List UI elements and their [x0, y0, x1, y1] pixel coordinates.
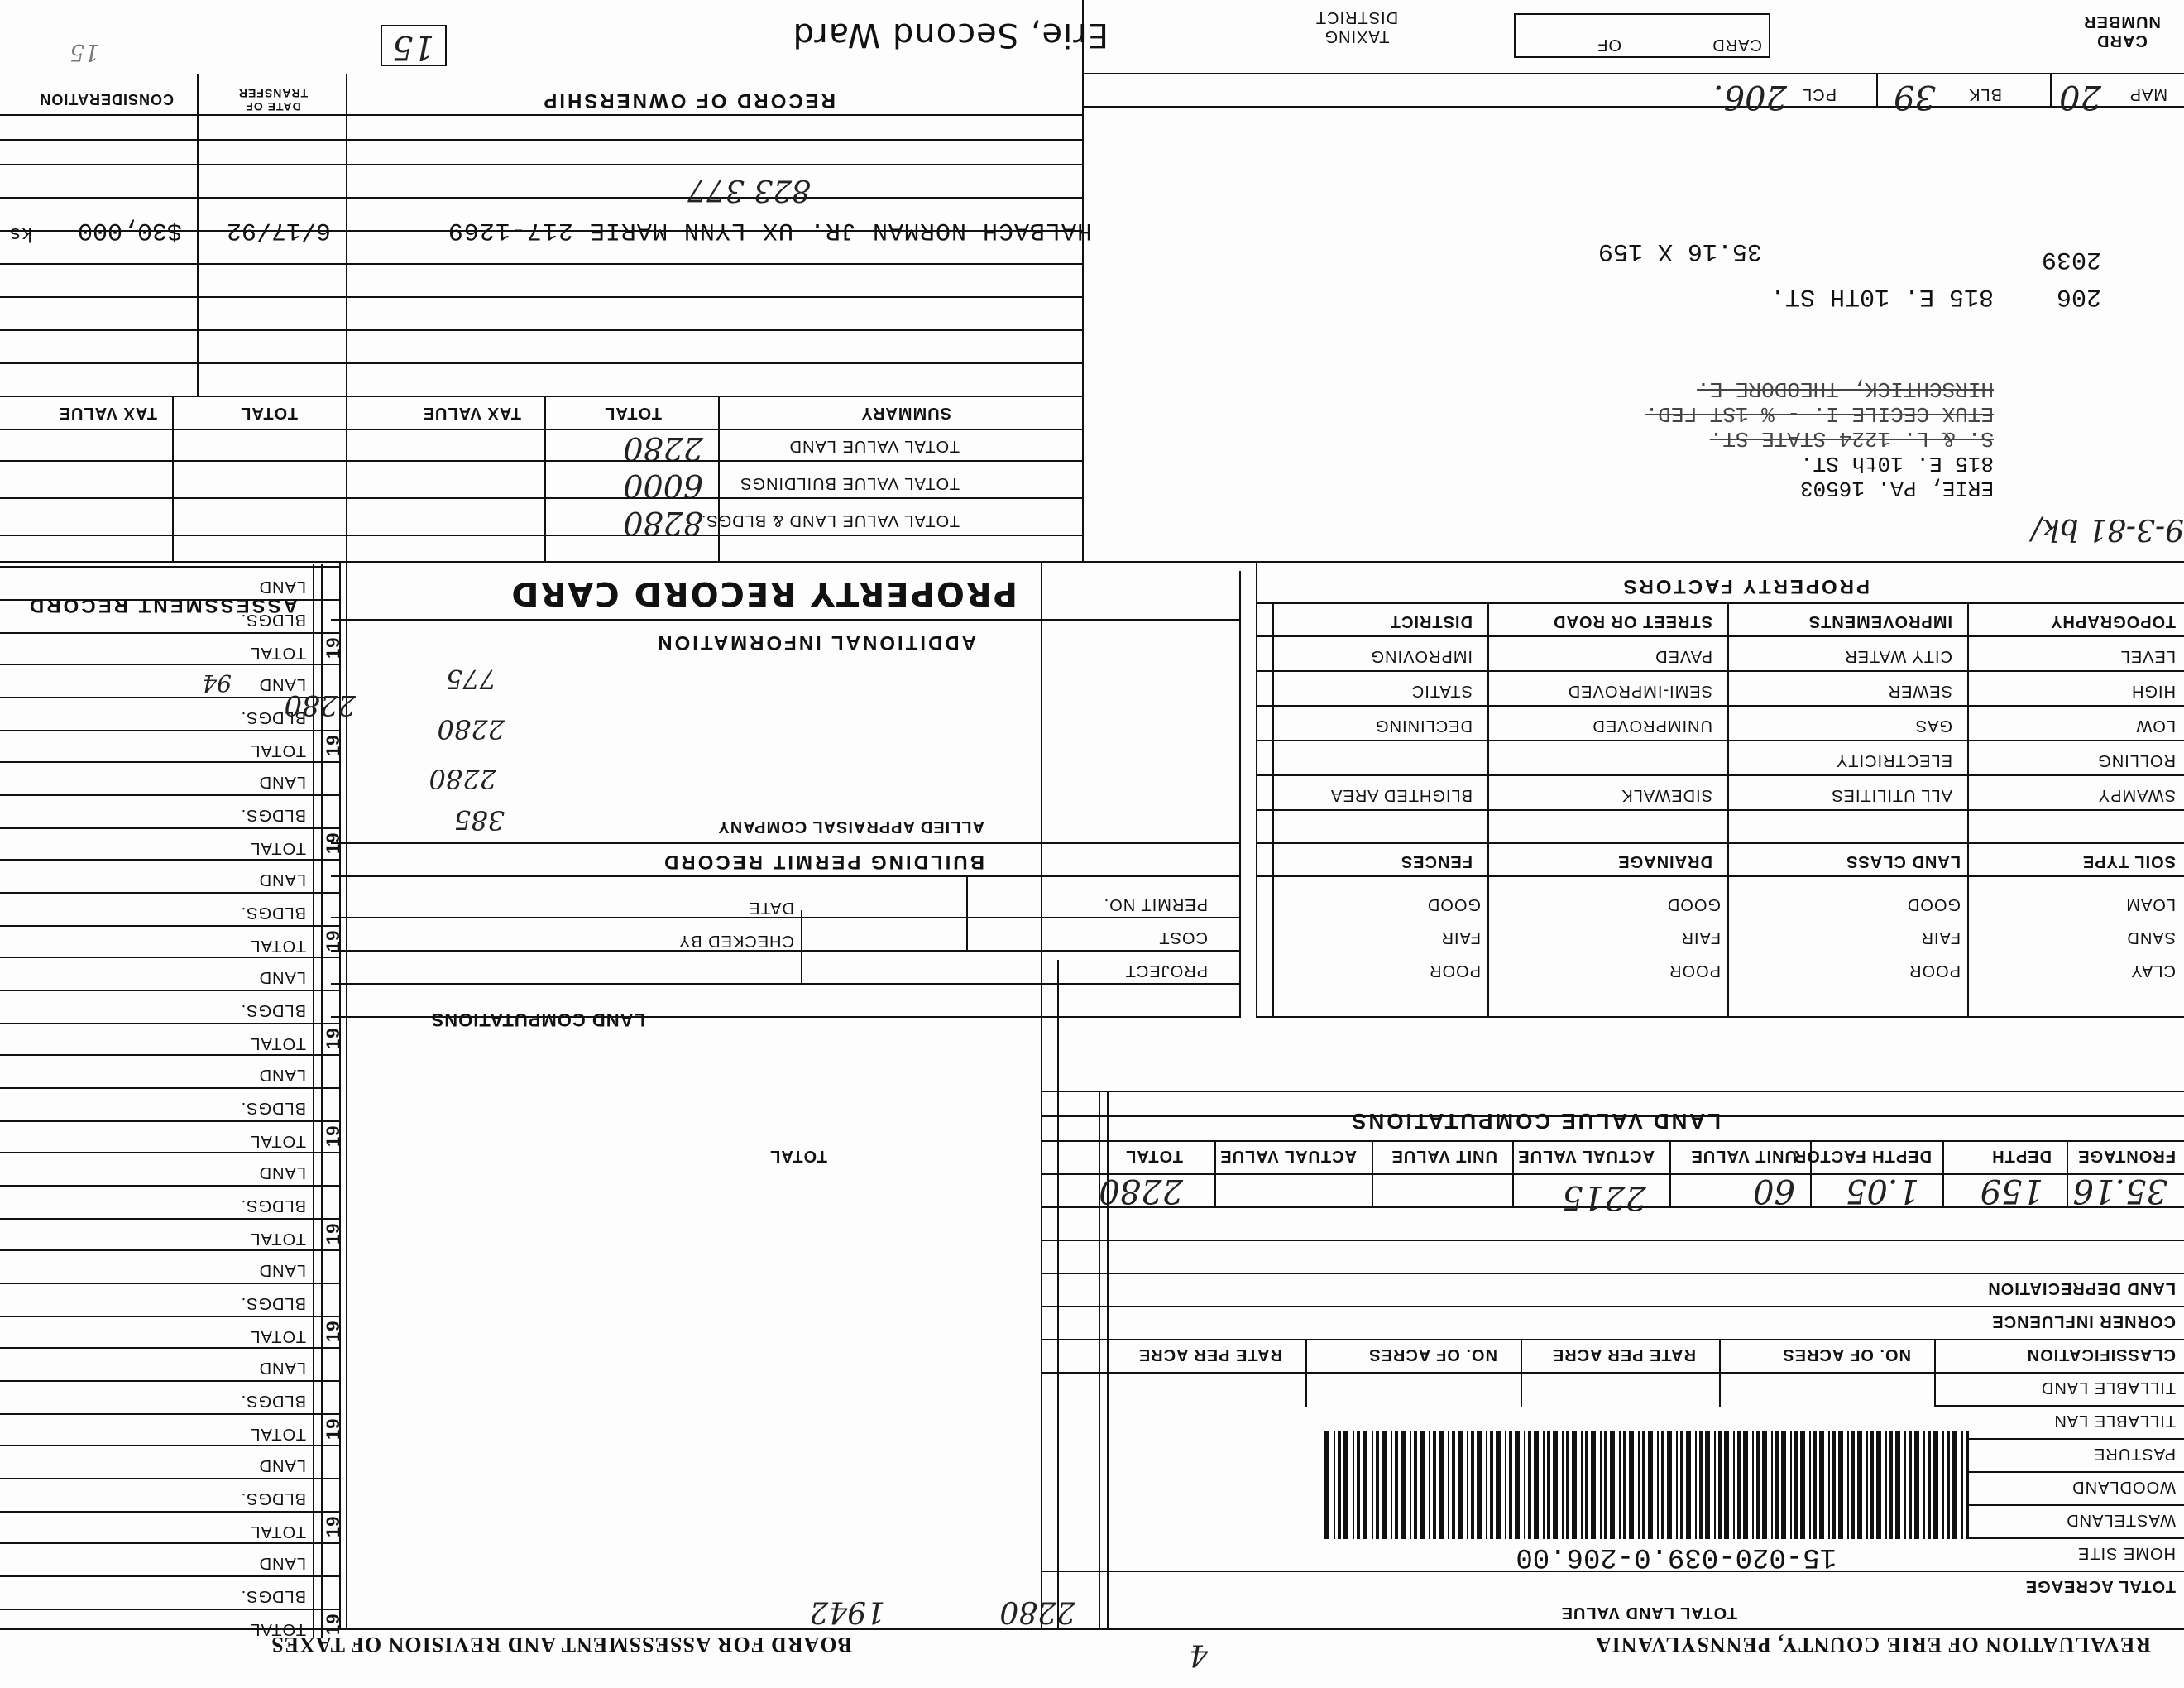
assessment-label-line — [313, 564, 314, 662]
factor-sand: SAND — [2126, 928, 2176, 947]
assessment-row-line — [0, 1445, 341, 1446]
property-address: 815 E. 10TH ST. — [1770, 282, 1994, 310]
factor-row-line — [1257, 740, 2184, 741]
assessment-year-line — [321, 857, 323, 955]
assessment-label: BLDGS. — [240, 1196, 306, 1215]
assessment-label-line — [313, 760, 314, 857]
property-factor-cell: IMPROVING — [1370, 647, 1473, 665]
assessment-first-land: 2280 — [284, 688, 356, 722]
assessment-label: LAND — [258, 578, 306, 596]
assessment-label: TOTAL — [250, 1523, 306, 1541]
assessment-row-line — [0, 1185, 341, 1187]
summary-label: TOTAL VALUE LAND & BLDGS. — [700, 511, 960, 530]
property-factor-cell: PAVED — [1655, 647, 1712, 665]
drainage-header: DRAINAGE — [1617, 852, 1712, 870]
pcl-label: PCL — [1802, 85, 1837, 103]
property-factor-cell: SIDEWALK — [1621, 786, 1712, 804]
assessment-row-line — [0, 1347, 341, 1349]
property-factor-cell: CITY WATER — [1844, 647, 1952, 665]
assessment-label: BLDGS. — [240, 1587, 306, 1605]
acres-header-1: NO. OF ACRES — [1782, 1345, 1911, 1364]
assessment-row-line — [0, 664, 341, 665]
owner-name: HALBACH NORMAN JR. UX LYNN MARIE 217-1269 — [447, 216, 1092, 244]
assessment-row-line — [0, 599, 341, 601]
building-permit-title: BUILDING PERMIT RECORD — [662, 851, 984, 873]
assessment-label: LAND — [258, 870, 306, 889]
header-hand-mark: 4 — [1189, 1638, 1208, 1671]
assessment-year-prefix: 19 — [323, 1027, 343, 1049]
assessment-label-line — [313, 1150, 314, 1248]
permit-cost-label: COST — [1158, 928, 1208, 947]
assessment-year-prefix: 19 — [323, 734, 343, 756]
lvc-unit-value: 60 — [1753, 1172, 1795, 1210]
factor-clay: CLAY — [2130, 961, 2176, 980]
assessment-label: LAND — [258, 1066, 306, 1084]
assessment-first-year: 94 — [202, 669, 232, 697]
acres-header-2: NO. OF ACRES — [1368, 1345, 1497, 1364]
assessment-label: BLDGS. — [240, 806, 306, 824]
topography-header: TOPOGRAPHY — [2050, 612, 2176, 631]
property-factor-cell: LEVEL — [2119, 647, 2176, 665]
assessment-label: TOTAL — [250, 1132, 306, 1150]
assessment-row-line — [0, 1413, 341, 1415]
assessment-label: TOTAL — [250, 1230, 306, 1248]
lvc-col-depth-factor: DEPTH FACTOR — [1793, 1147, 1932, 1165]
factor-row-line — [1257, 705, 2184, 707]
permit-no-label: PERMIT NO. — [1103, 895, 1208, 914]
owner-history-line: S. & L. 1224 STATE ST. — [1709, 426, 1994, 451]
land-computations-title: LAND COMPUTATIONS — [430, 1009, 645, 1030]
assessment-row-line — [0, 1609, 341, 1610]
assessment-row-line — [0, 1249, 341, 1251]
assessment-label: LAND — [258, 773, 306, 791]
factor-drain-fair: FAIR — [1680, 928, 1721, 947]
assessment-label: BLDGS. — [240, 708, 306, 727]
lvc-depth-value: 159 — [1980, 1172, 2043, 1210]
lvc-frontage-value: 35.16 — [2072, 1172, 2167, 1210]
lvc-col-frontage: FRONTAGE — [2077, 1147, 2176, 1165]
assessment-row-line — [0, 1054, 341, 1056]
soil-type-header: SOIL TYPE — [2081, 852, 2176, 870]
corner-influence-label: CORNER INFLUENCE — [1991, 1312, 2176, 1331]
assessment-label: TOTAL — [250, 644, 306, 662]
assessment-row-line — [0, 925, 341, 927]
additional-note-2: 2280 — [429, 763, 496, 794]
assessment-label: TOTAL — [250, 1327, 306, 1345]
assessment-row-line — [0, 1120, 341, 1122]
pcl-value: 206. — [1712, 78, 1787, 116]
district-name: Erie, Second Ward — [792, 16, 1109, 54]
factor-land-fair: FAIR — [1920, 928, 1961, 947]
summary-row-line — [0, 497, 1084, 499]
col-date-of-transfer: DATE OF TRANSFER — [237, 87, 309, 113]
assessment-label: TOTAL — [250, 741, 306, 760]
assessment-row-line — [0, 632, 341, 634]
assessment-row-line — [0, 1542, 341, 1544]
factor-fence-good: GOOD — [1426, 895, 1481, 914]
assessment-year-line — [321, 760, 323, 857]
lvc-col-total-2: TOTAL — [769, 1147, 827, 1165]
assessment-label: BLDGS. — [240, 1392, 306, 1410]
deed-reference: 823 377 — [687, 173, 811, 207]
summary-title: SUMMARY — [860, 404, 951, 422]
assessment-year-line — [321, 1345, 323, 1443]
assessment-year-line — [321, 955, 323, 1053]
summary-label: TOTAL VALUE BUILDINGS — [740, 474, 960, 492]
assessment-label: BLDGS. — [240, 1489, 306, 1508]
additional-info-title: ADDITIONAL INFORMATION — [655, 631, 976, 654]
owner-history-line: ERIE, PA. 16503 — [1799, 476, 1994, 501]
additional-note-1: 385 — [453, 804, 505, 836]
summary-col-total: TOTAL — [604, 404, 662, 422]
assessment-row-line — [0, 1575, 341, 1577]
assessment-label: BLDGS. — [240, 1099, 306, 1117]
barcode-number: 15-020-039.0-206.00 — [1516, 1541, 1837, 1572]
additional-note-4: 775 — [445, 664, 496, 695]
summary-col-tax-2: TAX VALUE — [58, 404, 157, 422]
taxing-district-label: TAXING DISTRICT — [1315, 8, 1399, 46]
assessment-label: LAND — [258, 1163, 306, 1182]
property-factor-cell: STATIC — [1410, 682, 1473, 700]
assessment-label: LAND — [258, 968, 306, 986]
factor-row-line — [1257, 809, 2184, 811]
assessment-year-line — [321, 1541, 323, 1638]
assessment-label: TOTAL — [250, 1034, 306, 1053]
improvements-header: IMPROVEMENTS — [1808, 612, 1952, 631]
lvc-depth-factor-value: 1.05 — [1845, 1172, 1919, 1210]
lvc-col-actual-value: ACTUAL VALUE — [1517, 1147, 1655, 1165]
assessment-row-line — [0, 1283, 341, 1284]
property-factor-cell: ALL UTILITIES — [1831, 786, 1952, 804]
land-depreciation-label: LAND DEPRECIATION — [1987, 1279, 2176, 1297]
permit-checked-by-label: CHECKED BY — [678, 932, 794, 950]
assessment-year-prefix: 19 — [323, 1515, 343, 1537]
assessment-row-line — [0, 990, 341, 991]
assessment-label-line — [313, 1443, 314, 1541]
classification-header: CLASSIFICATION — [2026, 1345, 2176, 1364]
header-left-title: REVALUATION OF ERIE COUNTY, PENNSYLVANIA — [1594, 1633, 2151, 1657]
assessment-year-line — [321, 564, 323, 662]
assessment-label-line — [313, 1053, 314, 1150]
of-label: OF — [1597, 36, 1621, 54]
lvc-total-value: 2280 — [1099, 1172, 1183, 1210]
assessment-label: LAND — [258, 675, 306, 693]
consideration-note: ks — [9, 222, 33, 244]
additional-note-3: 2280 — [437, 713, 505, 745]
assessment-label: BLDGS. — [240, 1001, 306, 1019]
assessment-row-line — [0, 730, 341, 731]
owner-history-line: 815 E. 10th ST. — [1799, 451, 1994, 476]
assessment-label: LAND — [258, 1261, 306, 1279]
assessment-label-line — [313, 1345, 314, 1443]
assessment-year-prefix: 19 — [323, 929, 343, 952]
property-dimensions: 35.16 X 159 — [1597, 237, 1762, 265]
property-factors-title: PROPERTY FACTORS — [1621, 575, 1870, 597]
assessment-year-line — [321, 1150, 323, 1248]
fences-header: FENCES — [1400, 852, 1473, 870]
blk-label: BLK — [1968, 85, 2002, 103]
lvc-col-total: TOTAL — [1125, 1147, 1183, 1165]
factor-loam: LOAM — [2125, 895, 2176, 914]
property-record-card-title: PROPERTY RECORD CARD — [510, 574, 1018, 612]
assessment-label-line — [313, 1541, 314, 1638]
owner-date: 9-3-81 bk/ — [2031, 512, 2184, 546]
property-factor-cell: ELECTRICITY — [1835, 751, 1952, 770]
property-factor-cell: UNIMPROVED — [1592, 717, 1712, 735]
assessment-label: LAND — [258, 1456, 306, 1475]
assessment-label-line — [313, 955, 314, 1053]
lvc-col-actual-value-2: ACTUAL VALUE — [1219, 1147, 1357, 1165]
total-acreage-label: TOTAL ACREAGE — [2024, 1577, 2176, 1595]
assessment-row-line — [0, 1316, 341, 1317]
total-land-value: 2280 — [999, 1594, 1075, 1628]
assessment-row-line — [0, 1023, 341, 1024]
pasture-label: PASTURE — [2093, 1445, 2176, 1463]
summary-value: 8280 — [623, 505, 703, 541]
consideration: $30,000 — [77, 216, 182, 244]
property-code: 2039 — [2041, 245, 2101, 273]
assessment-year-prefix: 19 — [323, 1125, 343, 1147]
assessment-year-prefix: 19 — [323, 636, 343, 659]
total-land-year: 1942 — [809, 1594, 885, 1628]
summary-value: 6000 — [623, 468, 703, 504]
factor-fence-fair: FAIR — [1440, 928, 1481, 947]
assessment-row-line — [0, 1511, 341, 1513]
summary-col-tax: TAX VALUE — [422, 404, 521, 422]
owner-history-line: ETUX CECILE I. - % 1ST FED. — [1645, 401, 1994, 426]
factor-land-good: GOOD — [1906, 895, 1961, 914]
factor-fence-poor: POOR — [1429, 961, 1481, 980]
assessment-row-line — [0, 957, 341, 958]
assessment-row-line — [0, 1087, 341, 1089]
permit-project-label: PROJECT — [1124, 961, 1208, 980]
tillable-lan-label: TILLABLE LAN — [2053, 1412, 2176, 1430]
factor-row-line — [1257, 774, 2184, 776]
assessment-label-line — [313, 1248, 314, 1345]
assessment-row-line — [0, 794, 341, 796]
transfer-date: 6/17/92 — [226, 216, 331, 244]
allied-appraisal-company: ALLIED APPRAISAL COMPANY — [717, 818, 984, 836]
property-factor-cell: ROLLING — [2097, 751, 2176, 770]
street-road-header: STREET OR ROAD — [1553, 612, 1712, 631]
assessment-label: BLDGS. — [240, 1294, 306, 1312]
assessment-label: TOTAL — [250, 937, 306, 955]
district-code: 15 — [392, 28, 434, 66]
permit-date-label: DATE — [748, 899, 794, 917]
barcode — [1324, 1431, 1969, 1539]
property-factor-cell: LOW — [2135, 717, 2176, 735]
assessment-year-line — [321, 1053, 323, 1150]
assessment-label: LAND — [258, 1359, 306, 1377]
assessment-year-prefix: 19 — [323, 1613, 343, 1635]
property-factor-cell: SEMI-IMPROVED — [1567, 682, 1712, 700]
summary-col-total-2: TOTAL — [240, 404, 298, 422]
property-factor-cell: HIGH — [2131, 682, 2176, 700]
wasteland-label: WASTELAND — [2066, 1511, 2176, 1529]
property-factor-cell: DECLINING — [1375, 717, 1473, 735]
total-land-value-label: TOTAL LAND VALUE — [1560, 1604, 1737, 1622]
woodland-label: WOODLAND — [2071, 1478, 2176, 1496]
assessment-row-line — [0, 566, 341, 568]
assessment-row-line — [0, 892, 341, 894]
map-value: 20 — [2059, 78, 2101, 116]
card-number-label: CARD NUMBER — [2083, 12, 2161, 50]
assessment-year-prefix: 19 — [323, 1417, 343, 1440]
property-factor-cell: SEWER — [1887, 682, 1952, 700]
assessment-label: TOTAL — [250, 839, 306, 857]
property-factor-cell: GAS — [1914, 717, 1952, 735]
property-factor-cell: SWAMPY — [2097, 786, 2176, 804]
assessment-record-title: ASSESSMENT RECORD — [26, 594, 298, 616]
summary-value: 2280 — [623, 430, 703, 467]
assessment-label-line — [313, 857, 314, 955]
assessment-year-line — [321, 1443, 323, 1541]
assessment-row-line — [0, 827, 341, 829]
assessment-year-prefix: 19 — [323, 1320, 343, 1342]
assessment-row-line — [0, 1380, 341, 1382]
factor-drain-good: GOOD — [1666, 895, 1721, 914]
assessment-row-line — [0, 761, 341, 763]
land-class-header: LAND CLASS — [1846, 852, 1961, 870]
right-margin-code: 15 — [69, 39, 99, 66]
factor-drain-poor: POOR — [1669, 961, 1721, 980]
land-value-computations-title: LAND VALUE COMPUTATIONS — [1349, 1109, 1721, 1134]
record-of-ownership-title: RECORD OF OWNERSHIP — [541, 89, 836, 112]
blk-value: 39 — [1894, 78, 1936, 116]
assessment-year-line — [321, 1248, 323, 1345]
card-label: CARD — [1712, 36, 1762, 54]
assessment-label: LAND — [258, 1554, 306, 1572]
map-label: MAP — [2129, 85, 2167, 103]
assessment-year-prefix: 19 — [323, 1222, 343, 1244]
assessment-label: BLDGS. — [240, 904, 306, 922]
rate-header-2: RATE PER ACRE — [1138, 1345, 1282, 1364]
home-site-label: HOME SITE — [2076, 1544, 2176, 1562]
district-header: DISTRICT — [1389, 612, 1473, 631]
summary-label: TOTAL VALUE LAND — [788, 437, 960, 455]
col-consideration: CONSIDERATION — [39, 91, 174, 108]
assessment-row-line — [0, 1478, 341, 1479]
assessment-label: TOTAL — [250, 1620, 306, 1638]
owner-history-line: HIRSCHTICK, THEODORE E. — [1697, 376, 1994, 401]
tillable-land-label: TILLABLE LAND — [2040, 1379, 2176, 1397]
assessment-year-prefix: 19 — [323, 832, 343, 854]
assessment-label: BLDGS. — [240, 611, 306, 629]
summary-row-line — [0, 460, 1084, 462]
assessment-row-line — [0, 1218, 341, 1220]
assessment-row-line — [0, 859, 341, 861]
header-right-title: BOARD FOR ASSESSMENT AND REVISION OF TAXES — [271, 1633, 852, 1657]
factor-land-poor: POOR — [1909, 961, 1961, 980]
summary-row-line — [0, 535, 1084, 536]
property-factor-cell: BLIGHTED AREA — [1330, 786, 1473, 804]
factor-row-line — [1257, 670, 2184, 672]
lvc-col-depth: DEPTH — [1991, 1147, 2052, 1165]
rate-header-1: RATE PER ACRE — [1551, 1345, 1696, 1364]
lvc-actual-value: 2215 — [1562, 1178, 1646, 1216]
lvc-col-unit-value: UNIT VALUE — [1690, 1147, 1797, 1165]
lvc-col-unit-value-2: UNIT VALUE — [1391, 1147, 1497, 1165]
assessment-row-line — [0, 1152, 341, 1153]
assessment-label: TOTAL — [250, 1425, 306, 1443]
property-parcel: 206 — [2056, 282, 2101, 310]
